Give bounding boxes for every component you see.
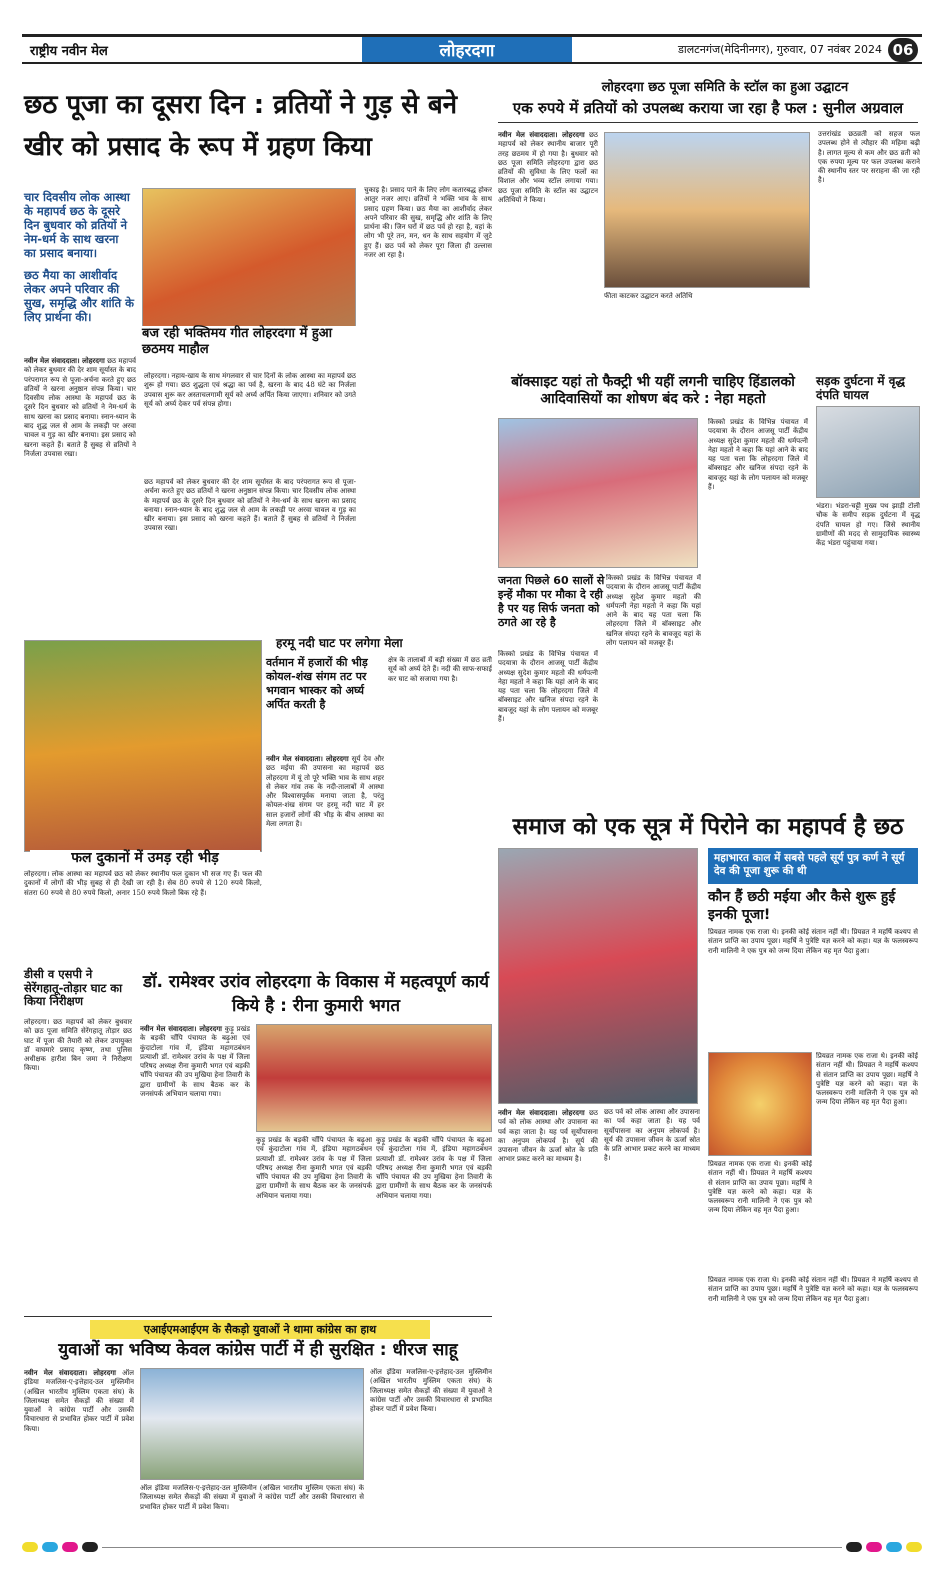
stall-photo <box>604 132 810 288</box>
rina-body: कुड़ू प्रखंड के बड़की चाँपि पंचायत के बढ़ुआ एवं कुंदाटोला गांव में, इंडिया महागठबंधन प्रत्याशी डॉ. रामेश्वर उरांव के पक्ष में जिला परिषद अध्यक्ष रीना कुमारी भगत एवं बड़की चाँपि पंचायत की उप मुखिया हेना तिवारी के द्वारा ग्रामीणों के साथ बैठक कर के जनसंपर्क अभियान चलाया गया। <box>140 1025 250 1099</box>
lead-body-cont: छठ महापर्व को लेकर बुधवार की देर शाम सूर्यास्त के बाद परंपरागत रूप से पूजा-अर्चना करते हुए छठ व्रतियों ने खरना अनुष्ठान संपन्न किया। चार दिवसीय लोक आस्था के महापर्व छठ के दूसरे दिन बुधवार को व्रतियों ने नेम-धर्म के साथ खरना का प्रसाद बनाया। स्नान-ध्यान के बाद शुद्ध जल से आम के लकड़ी पर अरवा चावल व गुड़ का खीर बनाया। इस प्रसाद को खरना कहते हैं। बताते हैं सुबह से व्रतियों ने निर्जला उपवास रखा। <box>144 478 356 533</box>
accident-body: भंडरा। भंडरा-चट्टी मुख्य पथ झाड़ी टोली चौक के समीप सड़क दुर्घटना में वृद्ध दंपति घायल हो गए। जिसे स्थानीय ग्रामीणों की मदद से सामुदायिक स्वास्थ्य केंद्र भंडरा पहुंचाया गया। <box>816 502 920 548</box>
sub1-body: लोहरदगा। नहाय-खाय के साथ मंगलवार से चार दिनों के लोक आस्था का महापर्व छठ शुरू हो गया। छठ शुद्धता एवं श्रद्धा का पर्व है, खरना के बाद 48 घंटे का निर्जला उपवास शुरू कर अस्ताचलगामी सूर्य को अर्घ्य अर्पित किया जाएगा। शनिवार को उगते सूर्य को अर्घ्य देकर पर्व संपन्न होगा। <box>144 372 356 408</box>
rina-body-3: कुड़ू प्रखंड के बड़की चाँपि पंचायत के बढ़ुआ एवं कुंदाटोला गांव में, इंडिया महागठबंधन प्रत्याशी डॉ. रामेश्वर उरांव के पक्ष में जिला परिषद अध्यक्ष रीना कुमारी भगत एवं बड़की चाँपि पंचायत की उप मुखिया हेना तिवारी के द्वारा ग्रामीणों के साथ बैठक कर के जनसंपर्क अभियान चलाया गया। <box>376 1136 492 1200</box>
samaj-photo <box>498 848 698 1104</box>
accident-headline: सड़क दुर्घटना में वृद्ध दंपति घायल <box>816 374 905 403</box>
stall-headline: एक रुपये में व्रतियों को उपलब्ध कराया जा रहा है फल : सुनील अग्रवाल <box>498 100 918 123</box>
samaj-byline: नवीन मेल संवाददाता। लोहरदगा <box>498 1108 585 1117</box>
samaj-body-2: छठ पर्व को लोक आस्था और उपासना का पर्व कहा जाता है। यह पर्व सूर्योपासना का अनुपम लोकपर्व है। सूर्य की उपासना जीवन के ऊर्जा स्रोत के प्रति आभार प्रकट करने का माध्यम है। <box>604 1108 700 1163</box>
stall-body-2: उत्तरांखंड छठव्रती को सहज फल उपलब्ध होने से त्यौहार की महिमा बढ़ी है। लागत मूल्य से कम और छठ व्रती को एक रुपया मूल्य पर फल उपलब्ध कराने की स्थानीय स्तर पर सराहना की जा रही है। <box>818 130 920 185</box>
bauxite-photo <box>498 418 698 568</box>
rina-byline: नवीन मेल संवाददाता। लोहरदगा <box>140 1024 222 1033</box>
section-title: लोहरदगा <box>362 37 572 62</box>
bauxite-headline: बॉक्साइट यहां तो फैक्ट्री भी यहीं लगनी चाहिए हिंडालको आदिवासियों का शोषण बंद करे : नेहा महतो <box>511 374 795 407</box>
kaun-body-3: प्रियव्रत नामक एक राजा थे। इनकी कोई संतान नहीं थी। प्रियव्रत ने महर्षि कश्यप से संतान प्राप्ति का उपाय पूछा। महर्षि ने पुत्रेष्टि यज्ञ करने को कहा। यज्ञ के फलस्वरूप रानी मालिनी ने एक पुत्र को जन्म दिया लेकिन वह मृत पैदा हुआ। <box>708 1160 812 1215</box>
youth-body: ऑल इंडिया मजलिस-ए-इत्तेहाद-उल मुस्लिमीन (अखिल भारतीय मुस्लिम एकता संघ) के जिलाध्यक्ष समेत सैकड़ों की संख्या में युवाओं ने कांग्रेस पार्टी और उसकी विचारधारा से प्रभावित होकर पार्टी में प्रवेश किया। <box>24 1369 134 1433</box>
bauxite-body: किस्को प्रखंड के विभिन्न पंचायत में पदयात्रा के दौरान आजसू पार्टी केंद्रीय अध्यक्ष सुदेश कुमार महतो की धर्मपत्नी नेहा महतो ने कहा कि यहां आने के बाद यह पता चला कि लोहरदगा जिले में बॉक्साइट और खनिज संपदा रहने के बावजूद यहां के लोग पलायन को मजबूर हैं। <box>498 650 598 724</box>
harmu-byline: नवीन मेल संवाददाता। लोहरदगा <box>266 754 349 763</box>
kaun-body-4: प्रियव्रत नामक एक राजा थे। इनकी कोई संतान नहीं थी। प्रियव्रत ने महर्षि कश्यप से संतान प्राप्ति का उपाय पूछा। महर्षि ने पुत्रेष्टि यज्ञ करने को कहा। यज्ञ के फलस्वरूप रानी मालिनी ने एक पुत्र को जन्म दिया लेकिन वह मृत पैदा हुआ। <box>708 1276 918 1303</box>
harmu-body-2: क्षेत्र के तालाबों में बड़ी संख्या में छठ व्रती सूर्य को अर्घ्य देते हैं। नदी की साफ-सफाई कर घाट को सजाया गया है। <box>388 656 492 683</box>
fruit-photo <box>24 640 262 852</box>
harmu-headline: हरमू नदी घाट पर लगेगा मेला <box>276 636 403 650</box>
fruit-caption: फल दुकानों में उमड़ रही भीड़ <box>30 850 260 867</box>
kaun-body-2: प्रियव्रत नामक एक राजा थे। इनकी कोई संतान नहीं थी। प्रियव्रत ने महर्षि कश्यप से संतान प्राप्ति का उपाय पूछा। महर्षि ने पुत्रेष्टि यज्ञ करने को कहा। यज्ञ के फलस्वरूप रानी मालिनी ने एक पुत्र को जन्म दिया लेकिन वह मृत पैदा हुआ। <box>816 1052 918 1107</box>
lead-photo <box>142 188 356 328</box>
newspaper-name: राष्ट्रीय नवीन मेल <box>30 43 108 59</box>
lead-bullets <box>24 190 134 324</box>
bauxite-body-3: किस्को प्रखंड के विभिन्न पंचायत में पदयात्रा के दौरान आजसू पार्टी केंद्रीय अध्यक्ष सुदेश कुमार महतो की धर्मपत्नी नेहा महतो ने कहा कि यहां आने के बाद यह पता चला कि लोहरदगा जिले में बॉक्साइट और खनिज संपदा रहने के बावजूद यहां के लोग पलायन को मजबूर हैं। <box>708 418 808 492</box>
samaj-body: छठ पर्व को लोक आस्था और उपासना का पर्व कहा जाता है। यह पर्व सूर्योपासना का अनुपम लोकपर्व है। सूर्य की उपासना जीवन के ऊर्जा स्रोत के प्रति आभार प्रकट करने का माध्यम है। <box>498 1109 598 1164</box>
lead-bullet-2: छठ मैया का आशीर्वाद लेकर अपने परिवार की सुख, समृद्धि और शांति के लिए प्रार्थना की। <box>24 268 135 324</box>
bauxite-pullquote: जनता पिछले 60 सालों से इन्हें मौका पर मौका दे रही है पर यह सिर्फ जनता को ठगते आ रहे है <box>498 574 605 629</box>
dc-body: लोहरदगा। छठ महापर्व को लेकर बुधवार को छठ पूजा समिति सेरेंगहातू तोड़ार छठ घाट में पूजा की तैयारी को लेकर उपायुक्त डॉ वाघमारे प्रसाद कृष्ण, तथा पुलिस अधीक्षक हारीश बिन जमा ने निरीक्षण किया। <box>24 1018 132 1073</box>
stall-body: छठ महापर्व को लेकर स्थानीय बाजार पूरी तरह छठमय में हो गया है। बुधवार को छठ पूजा समिति लोहरदगा द्वारा छठ व्रतियों की सुविधा के लिए फलों का विशाल और भव्य स्टॉल लगाया गया। छठ पूजा समिति के स्टॉल का उद्घाटन अतिथियों ने किया। <box>498 131 598 205</box>
stall-caption: फीता काटकर उद्घाटन करते अतिथि <box>604 292 693 300</box>
lead-byline: नवीन मेल संवाददाता। लोहरदगा <box>24 356 105 365</box>
kaun-headline: कौन हैं छठी मईया और कैसे शुरू हुई इनकी पूजा! <box>708 889 896 923</box>
youth-banner: एआईएमआईएम के सैकड़ो युवाओं ने थामा कांग्रेस का हाथ <box>90 1320 430 1339</box>
page-number: 06 <box>888 38 918 62</box>
dc-headline: डीसी व एसपी ने सेरेंगहातू-तोड़ार घाट का किया निरीक्षण <box>24 967 123 1009</box>
rina-photo <box>256 1024 492 1132</box>
accident-photo <box>816 406 920 498</box>
stall-kicker: लोहरदगा छठ पूजा समिति के स्टॉल का हुआ उद्घाटन <box>601 80 849 95</box>
youth-headline: युवाओं का भविष्य केवल कांग्रेस पार्टी में ही सुरक्षित : धीरज साहू <box>58 1340 458 1360</box>
kaun-body: प्रियव्रत नामक एक राजा थे। इनकी कोई संतान नहीं थी। प्रियव्रत ने महर्षि कश्यप से संतान प्राप्ति का उपाय पूछा। महर्षि ने पुत्रेष्टि यज्ञ करने को कहा। यज्ञ के फलस्वरूप रानी मालिनी ने एक पुत्र को जन्म दिया लेकिन वह मृत पैदा हुआ। <box>708 928 918 955</box>
harmu-body: सूर्य देव और छठ मईया की उपासना का महापर्व छठ लोहरदगा में यूं तो पूरे भक्ति भाव के साथ शहर से लेकर गांव तक के नदी-तालाबों में आस्था और विश्वासपूर्वक मनाया जाता है, परंतु कोयल-शंख संगम पर हरमू नदी घाट में हर साल हजारों लोगों की भीड़ के बीच आस्था का मेला लगता है। <box>266 755 384 829</box>
rina-body-2: कुड़ू प्रखंड के बड़की चाँपि पंचायत के बढ़ुआ एवं कुंदाटोला गांव में, इंडिया महागठबंधन प्रत्याशी डॉ. रामेश्वर उरांव के पक्ष में जिला परिषद अध्यक्ष रीना कुमारी भगत एवं बड़की चाँपि पंचायत की उप मुखिया हेना तिवारी के द्वारा ग्रामीणों के साथ बैठक कर के जनसंपर्क अभियान चलाया गया। <box>256 1136 372 1200</box>
youth-body-2: ऑल इंडिया मजलिस-ए-इत्तेहाद-उल मुस्लिमीन (अखिल भारतीय मुस्लिम एकता संघ) के जिलाध्यक्ष समेत सैकड़ों की संख्या में युवाओं ने कांग्रेस पार्टी और उसकी विचारधारा से प्रभावित होकर पार्टी में प्रवेश किया। <box>140 1484 364 1511</box>
lead-photo-caption: बज रही भक्तिमय गीत लोहरदगा में हुआ छठमय माहौल <box>142 326 356 357</box>
color-registration-strip <box>22 1540 922 1554</box>
stall-byline: नवीन मेल संवाददाता। लोहरदगा <box>498 130 585 139</box>
lead-body: छठ महापर्व को लेकर बुधवार की देर शाम सूर्यास्त के बाद परंपरागत रूप से पूजा-अर्चना करते हुए छठ व्रतियों ने खरना अनुष्ठान संपन्न किया। चार दिवसीय लोक आस्था के महापर्व छठ के दूसरे दिन बुधवार को व्रतियों ने नेम-धर्म के साथ खरना का प्रसाद बनाया। स्नान-ध्यान के बाद शुद्ध जल से आम के लकड़ी पर अरवा चावल व गुड़ का खीर बनाया। इस प्रसाद को खरना कहते हैं। बताते हैं सुबह से व्रतियों ने निर्जला उपवास रखा। <box>24 357 136 458</box>
lead-headline: छठ पूजा का दूसरा दिन : व्रतियों ने गुड़ से बने खीर को प्रसाद के रूप में ग्रहण किया <box>24 90 458 162</box>
youth-photo <box>140 1368 364 1480</box>
harmu-pullquote: वर्तमान में हजारों की भीड़ कोयल-शंख संगम तट पर भगवान भास्कर को अर्घ्य अर्पित करती है <box>266 656 368 711</box>
youth-body-3: ऑल इंडिया मजलिस-ए-इत्तेहाद-उल मुस्लिमीन (अखिल भारतीय मुस्लिम एकता संघ) के जिलाध्यक्ष समेत सैकड़ों की संख्या में युवाओं ने कांग्रेस पार्टी और उसकी विचारधारा से प्रभावित होकर पार्टी में प्रवेश किया। <box>370 1368 492 1414</box>
chhathi-maiya-image <box>708 1052 812 1156</box>
lead-col3-body: चुकाइ है। प्रसाद पाने के लिए लोग कतारबद्ध होकर आतुर नजर आए। व्रतियों ने भक्ति भाव के साथ प्रसाद ग्रहण किया। छठ मैया का आशीर्वाद लेकर अपने परिवार की सुख, समृद्धि और शांति के लिए प्रार्थना की। जिन घरों में छठ पर्व हो रहा है, वहां के लोग भी पूरे तन, मन, धन के साथ सहयोग में जुटे हुए हैं। छठ पर्व को लेकर पूरा जिला ही उल्लास नजर आ रहा है। <box>364 186 492 260</box>
masthead <box>22 34 922 64</box>
rina-headline: डॉ. रामेश्वर उरांव लोहरदगा के विकास में महत्वपूर्ण कार्य किये है : रीना कुमारी भगत <box>143 972 489 1016</box>
samaj-headline: समाज को एक सूत्र में पिरोने का महापर्व है छठ <box>512 814 904 840</box>
dateline: डालटनगंज(मेदिनीनगर), गुरुवार, 07 नवंबर 2024 <box>677 43 882 56</box>
bauxite-body-2: किस्को प्रखंड के विभिन्न पंचायत में पदयात्रा के दौरान आजसू पार्टी केंद्रीय अध्यक्ष सुदेश कुमार महतो की धर्मपत्नी नेहा महतो ने कहा कि यहां आने के बाद यह पता चला कि लोहरदगा जिले में बॉक्साइट और खनिज संपदा रहने के बावजूद यहां के लोग पलायन को मजबूर हैं। <box>606 574 701 648</box>
youth-byline: नवीन मेल संवाददाता। लोहरदगा <box>24 1368 116 1377</box>
kaun-kicker: महाभारत काल में सबसे पहले सूर्य पुत्र कर्ण ने सूर्य देव की पूजा शुरू की थी <box>708 848 918 884</box>
lead-bullet-1: चार दिवसीय लोक आस्था के महापर्व छठ के दूसरे दिन बुधवार को व्रतियों ने नेम-धर्म के साथ खरना का प्रसाद बनाया। <box>24 190 130 260</box>
fruit-body: लोहरदगा। लोक आस्था का महापर्व छठ को लेकर स्थानीय फल दुकान भी सज गए हैं। फल की दुकानों में लोगों की भीड़ सुबह से ही देखी जा रही है। सेब 80 रुपये से 120 रुपये किलो, संतरा 60 रुपये से 80 रुपये किलो, अनार 150 रुपये किलो बिक रहे हैं। <box>24 870 262 897</box>
